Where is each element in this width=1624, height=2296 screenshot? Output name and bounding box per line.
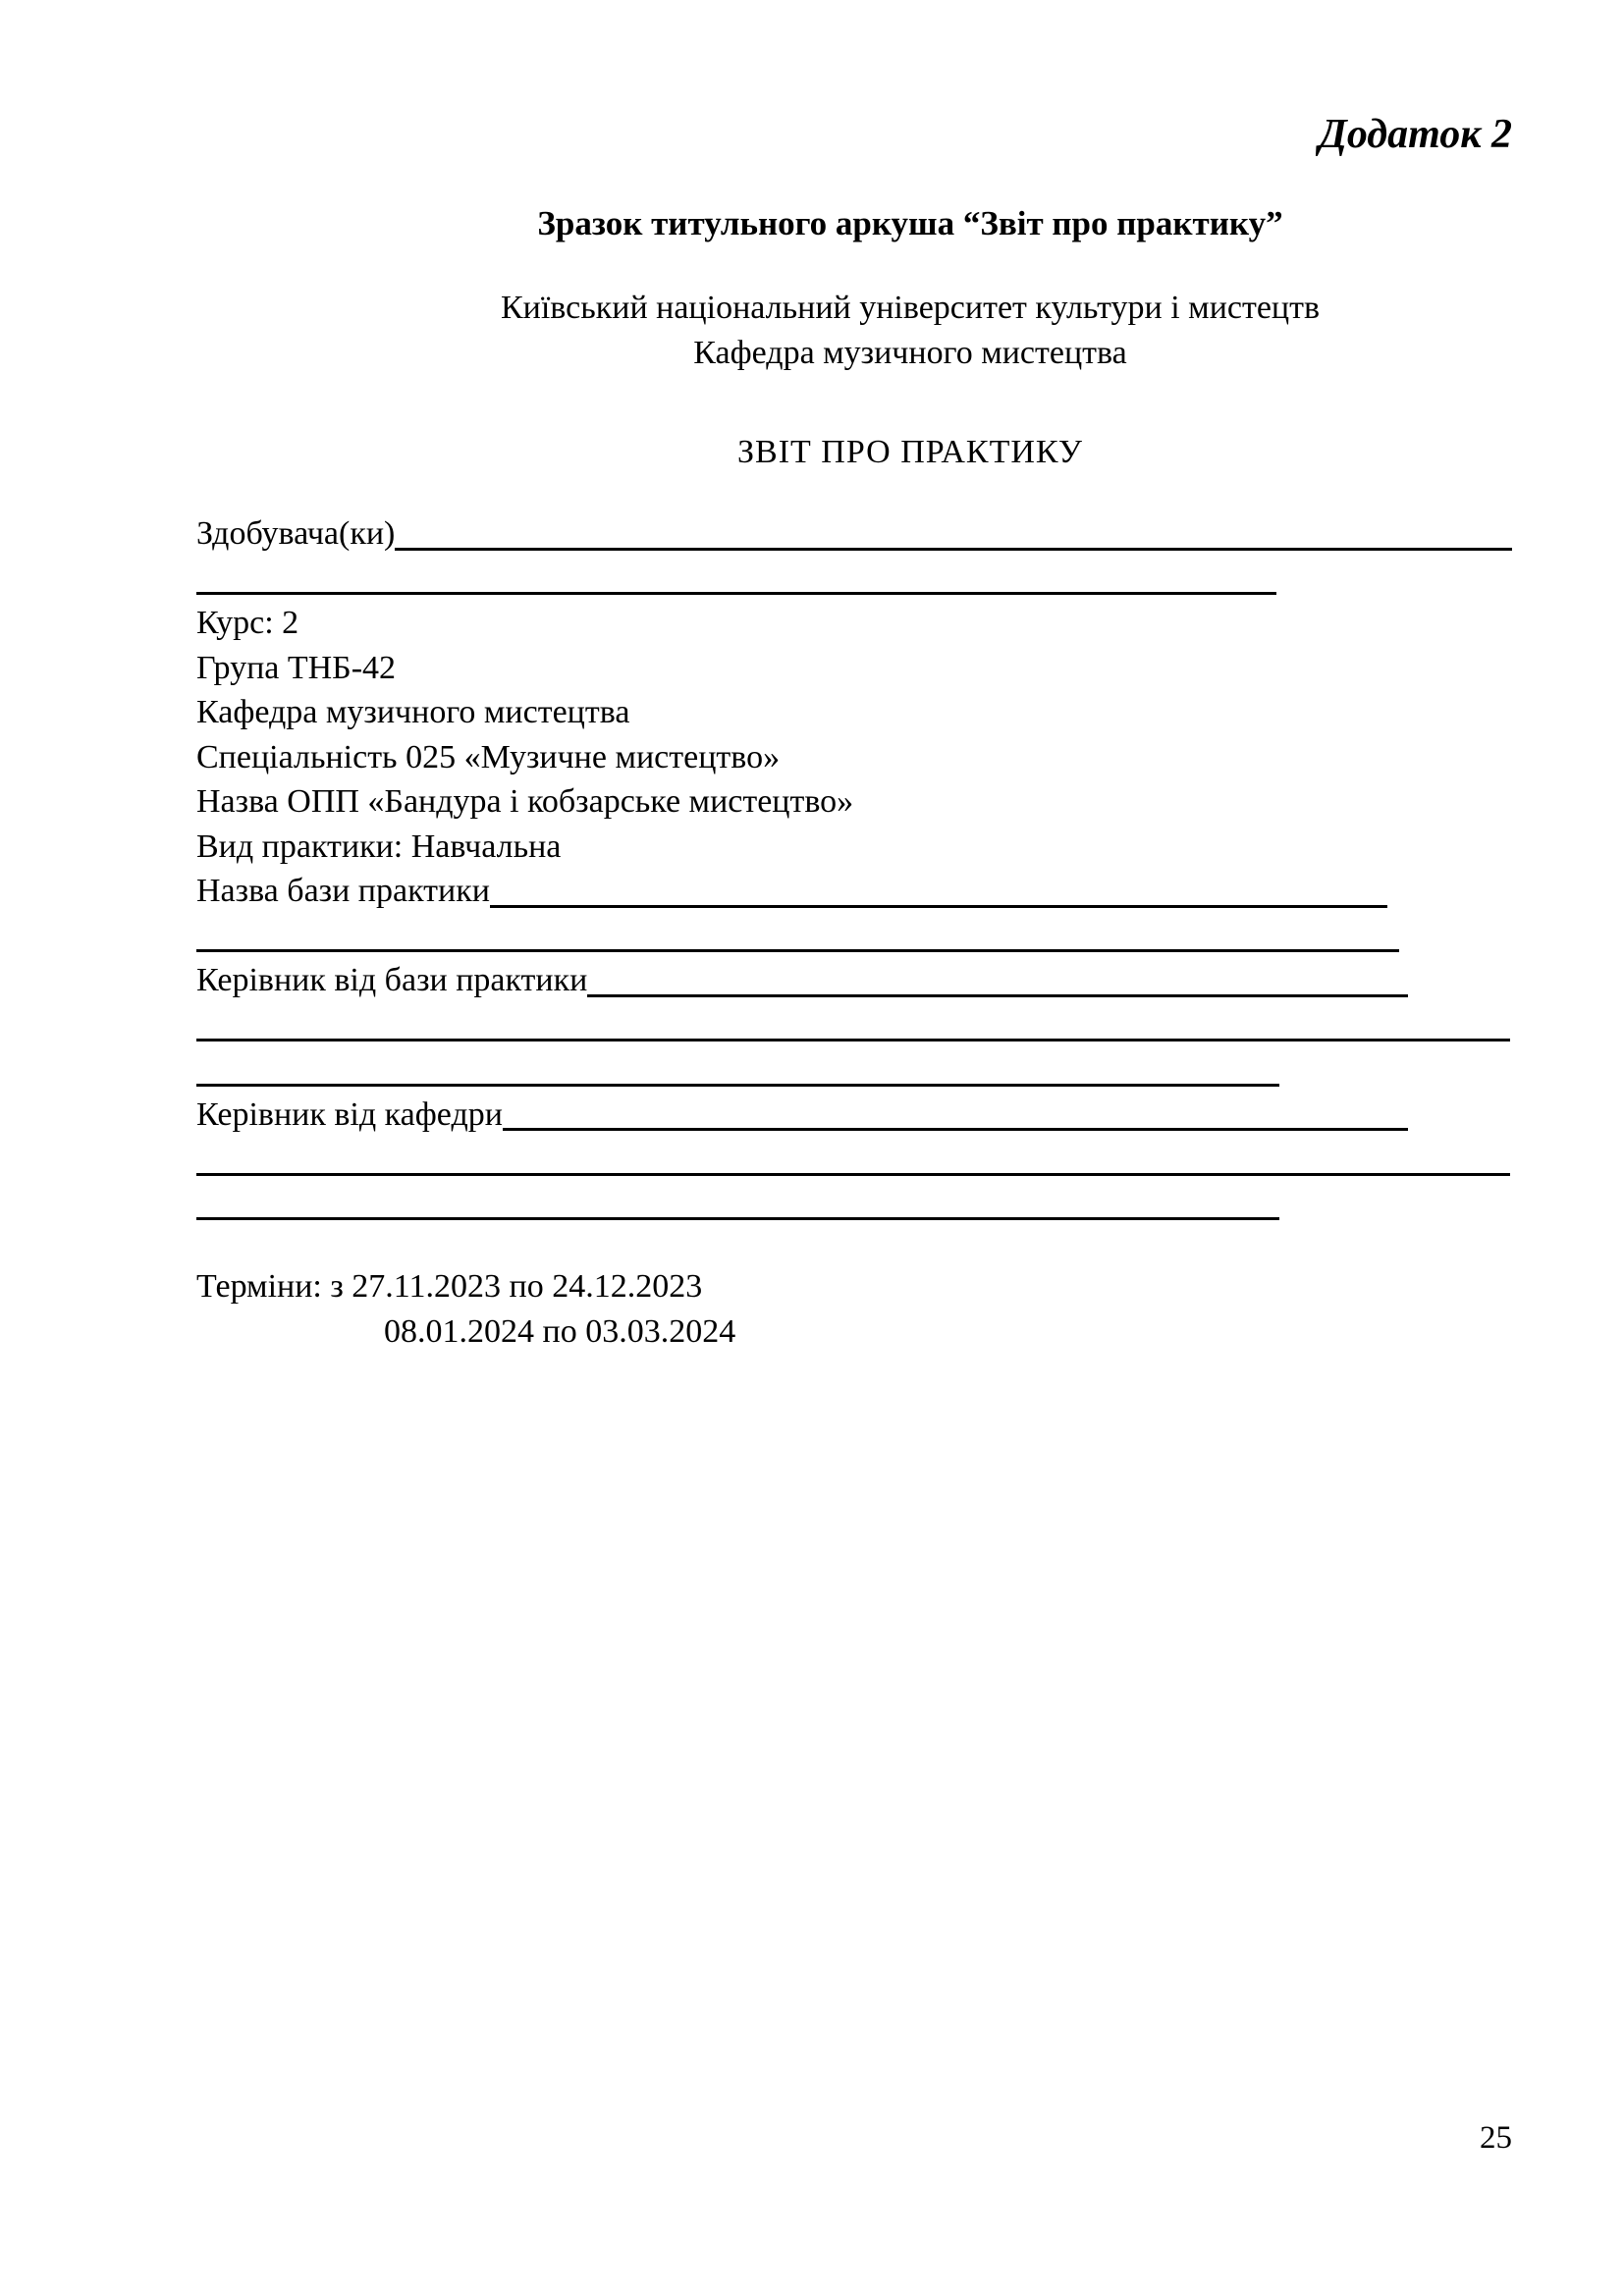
- applicant-label: Здобувача(ки): [196, 515, 396, 552]
- form-row-group: [196, 646, 1624, 691]
- group-value: Група ТНБ-42: [196, 649, 397, 686]
- report-title: ЗВІТ ПРО ПРАКТИКУ: [737, 434, 1083, 470]
- blank-fill-line: [196, 1173, 1510, 1176]
- form-row-chair-supervisor-continued: [196, 1137, 1510, 1182]
- form-row-specialty: [196, 735, 1624, 780]
- institution-block: [196, 286, 1624, 376]
- blank-fill-line: [196, 949, 1399, 952]
- title-page-form: [196, 511, 1624, 1226]
- specialty-value: Спеціальність 025 «Музичне мистецтво»: [196, 738, 781, 775]
- form-row-practice-type: [196, 825, 1624, 870]
- university-name: Київський національний університет культури і мистецтв: [500, 290, 1321, 326]
- form-row-practice-base: [196, 869, 1387, 914]
- terms-line-2: 08.01.2024 по 03.03.2024: [384, 1312, 736, 1350]
- blank-fill-line: [395, 548, 1512, 551]
- blank-fill-line: [196, 592, 1276, 595]
- form-row-opp-name: [196, 779, 1624, 825]
- form-row-base-supervisor-continued-2: [196, 1047, 1279, 1093]
- form-row-department: [196, 690, 1624, 735]
- form-row-applicant-continued: [196, 557, 1276, 602]
- opp-value: Назва ОПП «Бандура і кобзарське мистецтво»: [196, 783, 854, 820]
- terms-line-1: Терміни: з 27.11.2023 по 24.12.2023: [196, 1268, 703, 1305]
- form-row-applicant: [196, 511, 1512, 557]
- practice-type-value: Вид практики: Навчальна: [196, 828, 562, 865]
- form-row-base-supervisor: [196, 958, 1408, 1003]
- form-row-chair-supervisor: [196, 1093, 1408, 1138]
- blank-fill-line: [196, 1084, 1279, 1087]
- department-name: Кафедра музичного мистецтва: [693, 335, 1127, 371]
- sample-heading: Зразок титульного аркуша “Звіт про практику”: [537, 204, 1283, 242]
- form-row-chair-supervisor-continued-2: [196, 1182, 1279, 1227]
- page-number: 25: [1480, 2120, 1512, 2156]
- blank-fill-line: [503, 1128, 1408, 1131]
- base-supervisor-label: Керівник від бази практики: [196, 962, 588, 998]
- blank-fill-line: [490, 905, 1387, 908]
- course-value: Курс: 2: [196, 605, 299, 641]
- appendix-label: Додаток 2: [1319, 112, 1512, 157]
- blank-fill-line: [196, 1039, 1510, 1041]
- blank-fill-line: [196, 1217, 1279, 1220]
- blank-fill-line: [587, 994, 1408, 997]
- chair-supervisor-label: Керівник від кафедри: [196, 1095, 503, 1133]
- form-row-practice-base-continued: [196, 914, 1399, 959]
- form-row-course: [196, 601, 1624, 646]
- terms-block: [196, 1264, 735, 1354]
- form-row-base-supervisor-continued: [196, 1003, 1510, 1048]
- practice-base-label: Назва бази практики: [196, 873, 490, 909]
- department-value: Кафедра музичного мистецтва: [196, 694, 630, 730]
